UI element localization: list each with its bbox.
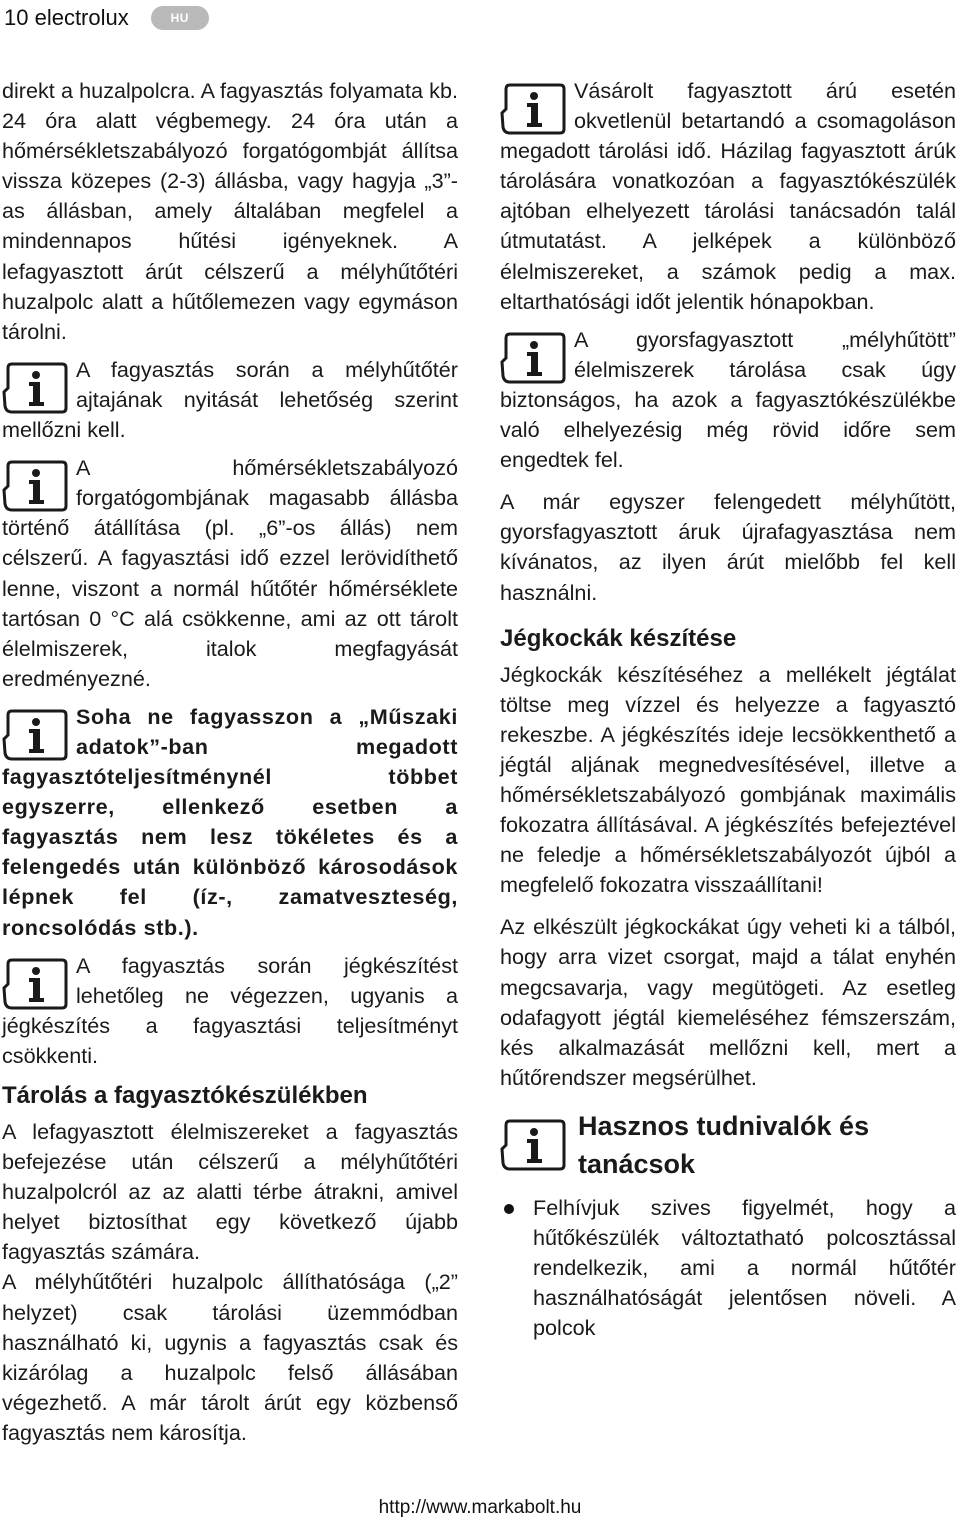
info-note <box>2 355 458 445</box>
ice-paragraph: Az elkészült jégkockákat úgy veheti ki a tálból, hogy arra vizet csorgat, majd a tálat enyhén megcsavarja, vagy megütögeti. Az esetleg odafagyott jégtál kiemeléséhez fémszerszám, kés alkalmazását mellőzni kell, mert a hűtőrendszer megsérülhet. <box>500 914 956 1090</box>
right-column <box>500 76 956 1343</box>
section-heading-storage: Tárolás a fagyasztókészülékben <box>2 1082 368 1109</box>
tips-heading-block <box>500 1107 956 1183</box>
info-icon <box>500 81 566 133</box>
warning-note <box>2 702 458 943</box>
storage-paragraph: A mélyhűtőtéri huzalpolc állíthatósága („2” helyzet) csak tárolási üzemmódban használható ki, ugynis a fagyasztás csak és kizárólag a huzalpolc felső állásában végezhető. A már tárolt árút egy közbenső fagyasztás nem károsítja. <box>2 1269 458 1445</box>
note-text: A fagyasztás során a mélyhűtőtér ajtajának nyitását lehetőség szerint mellőzni kell. <box>2 356 458 443</box>
list-item-text: Felhívjuk szives figyelmét, hogy a hűtőkészülék változtatható polcosztással rendelkezik, ami a normál hűtőtér használhatóságát jelentősen növeli. A polcok <box>533 1194 956 1341</box>
intro-paragraph: direkt a huzalpolcra. A fagyasztás folyamata kb. 24 óra alatt végbemegy. 24 óra után a hőmérsékletszabályozó forgatógombját állítsa vissza közepes (2-3) állásba, vagy hagyja „3”-as állásban, amely általában megfelel a mindennapos hűtési igényeknek. A lefagyasztott árút célszerű a mélyhűtőtéri huzalpolc alatt a hűtőlemezen vagy egymáson tárolni. <box>2 78 458 344</box>
warning-text: Soha ne fagyasszon a „Műszaki adatok”-ban megadott fagyasztóteljesítménynél többet egyszerre, ellenkező esetben a fagyasztás nem lesz tökéletes és a felengedés után különböző károsodások lépnek fel (íz-, zamatveszteség, roncsolódás stb.). <box>2 703 458 940</box>
info-note <box>500 325 956 475</box>
ice-paragraph: Jégkockák készítéséhez a mellékelt jégtálat töltse meg vízzel és helyezze a fagyasztó rekeszbe. A jégkészítés ideje lecsökkenthető a jégtál aljának megnedvesítésével, illetve a hőmérsékletszabályozó gombjának maximális fokozatra állításával. A jégkészítés befejeztével ne feledje a hőmérsékletszabályozót újból a megfelelő fokozatra visszaállítani! <box>500 661 956 898</box>
page-header <box>4 2 209 34</box>
info-note <box>500 76 956 317</box>
left-column <box>2 76 458 1448</box>
language-badge: HU <box>151 6 209 30</box>
section-heading-tips: Hasznos tudnivalók és tanácsok <box>578 1110 870 1179</box>
refreeze-paragraph: A már egyszer felengedett mélyhűtött, gyorsfagyasztott áruk újrafagyasztása nem kívánatos, az ilyen árút mielőbb fel kell használni. <box>500 489 956 605</box>
bullet-dot-icon <box>504 1204 514 1214</box>
note-text: Vásárolt fagyasztott árú esetén okvetlenül betartandó a csomagoláson megadott tárolási idő. Házilag fagyasztott árúk tárolására vonatkozóan a fagyasztókészülék ajtóban elhelyezett tárolási tanácsadón talál útmutatást. A jelképek a különböző élelmiszereket, a számok pedig a max. eltarthatósági időt jelentik hónapokban. <box>500 78 956 314</box>
note-text: A fagyasztás során jégkészítést lehetőleg ne végezzen, ugyanis a jégkészítés a fagyasztási teljesítményt csökkenti. <box>2 952 458 1068</box>
info-icon <box>500 1117 566 1169</box>
info-note <box>2 951 458 1071</box>
info-icon <box>2 360 68 412</box>
info-icon <box>500 330 566 382</box>
page-number: 10 electrolux <box>4 5 129 30</box>
info-icon <box>2 956 68 1008</box>
info-icon <box>2 458 68 510</box>
note-text: A hőmérsékletszabályozó forgatógombjának magasabb állásba történő átállítása (pl. „6”-os állás) nem célszerű. A fagyasztási idő ezzel lerövidíthető lenne, viszont a normál hűtőtér hőmérséklete tartósan 0 °C alá csökkenne, ami az ott tárolt élelmiszerek, italok megfagyását eredményezné. <box>2 455 458 691</box>
storage-paragraph: A lefagyasztott élelmiszereket a fagyasztás befejezése után célszerű a mélyhűtőtéri huzalpolcról az az alatti térbe átrakni, amivel helyet biztosíthat egy következő újabb fagyasztás számára. <box>2 1119 458 1265</box>
info-icon <box>2 707 68 759</box>
tips-list <box>500 1193 956 1343</box>
list-item <box>500 1193 956 1343</box>
note-text: A gyorsfagyasztott „mélyhűtött” élelmiszerek tárolása csak úgy biztonságos, ha azok a fagyasztókészülékbe való elhelyezésig még rövid időre sem engedtek fel. <box>500 326 956 473</box>
info-note <box>2 453 458 694</box>
footer-url: http://www.markabolt.hu <box>378 1497 582 1518</box>
section-heading-ice: Jégkockák készítése <box>500 624 737 652</box>
